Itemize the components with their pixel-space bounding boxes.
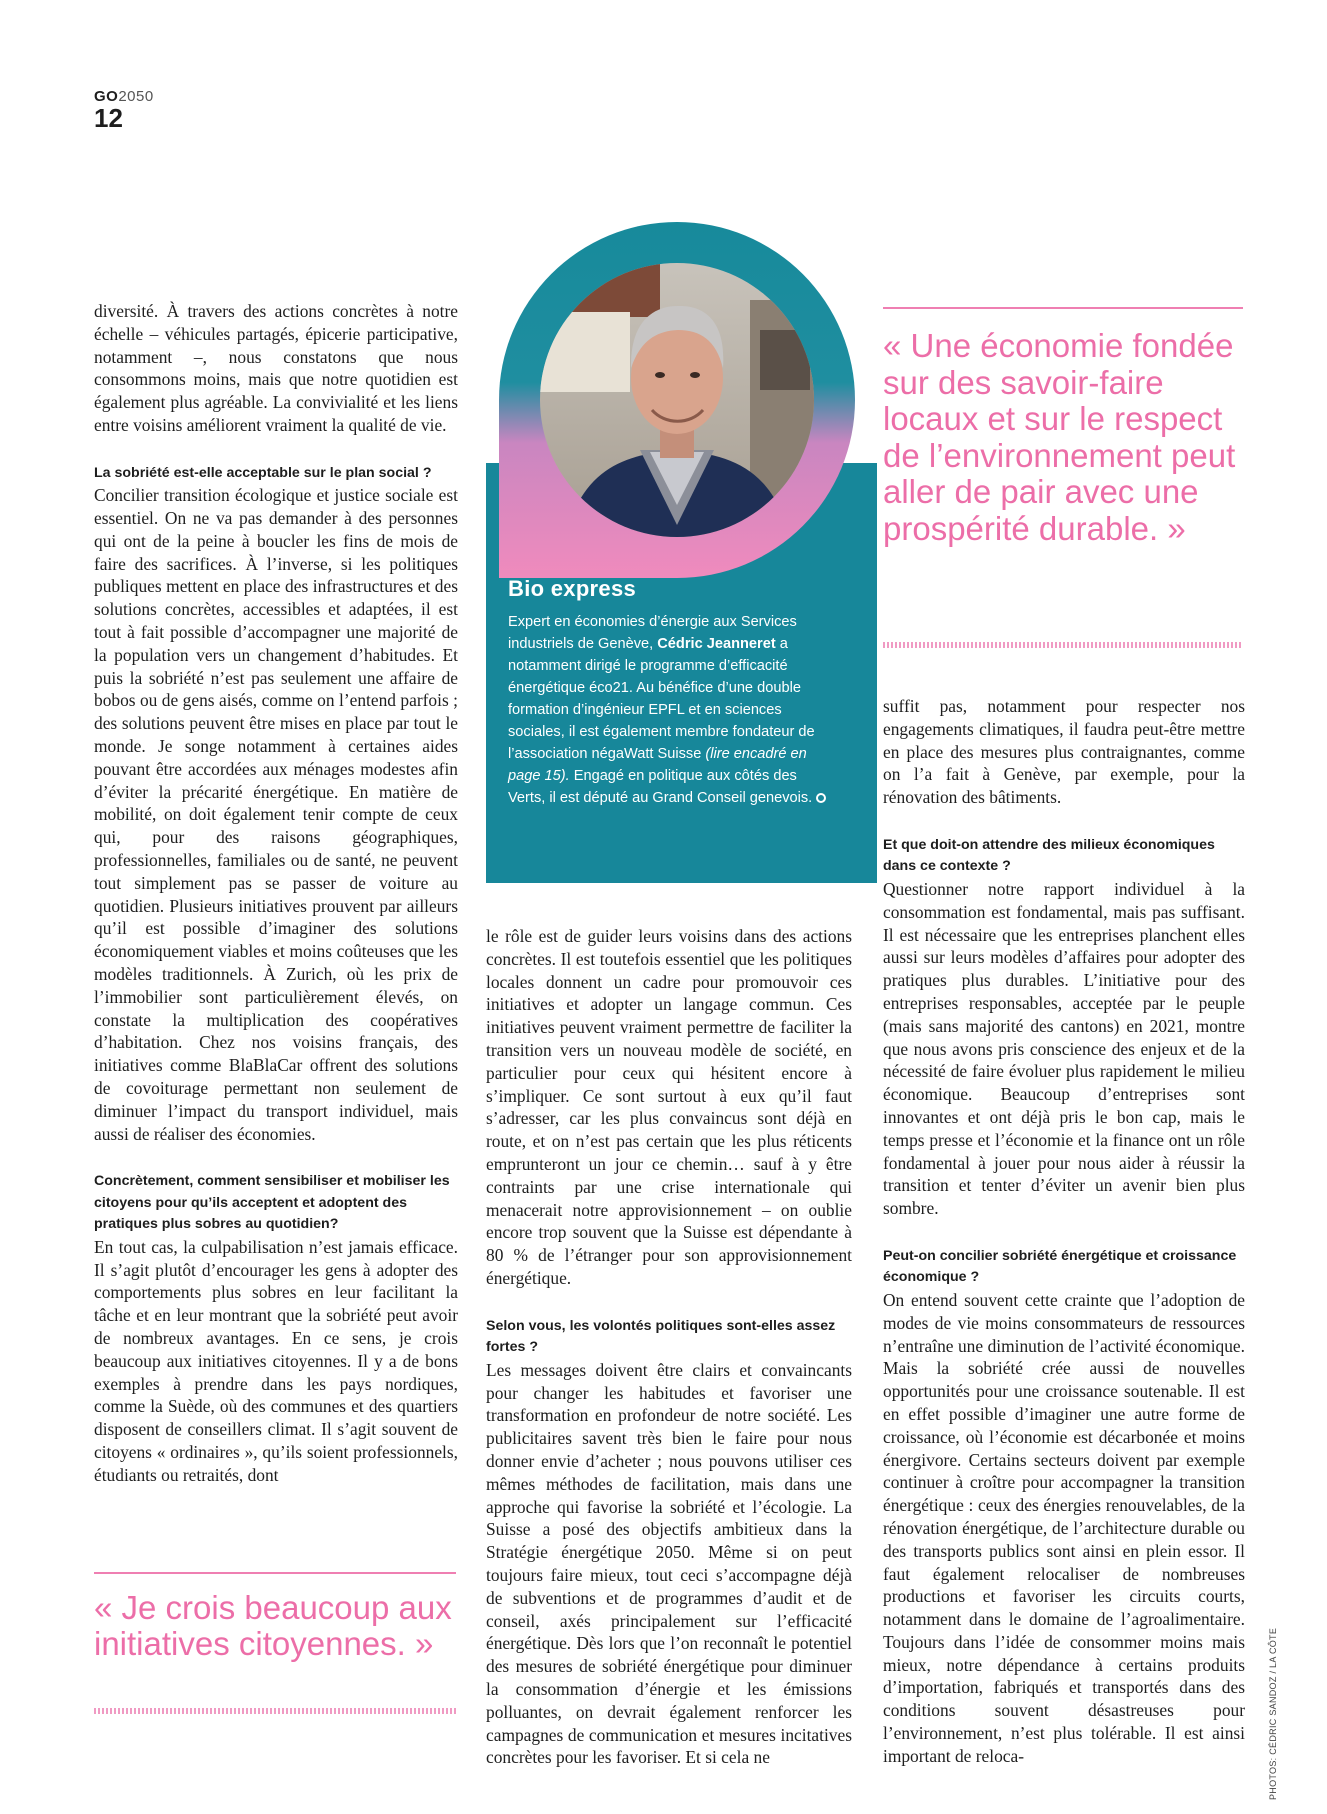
photo-credit: PHOTOS: CÉDRIC SANDOZ / LA CÔTE [1268, 1627, 1278, 1800]
paragraph: le rôle est de guider leurs voisins dans des actions concrètes. Il est toutefois essentiel que les politiques locales donnent un cadre pour promouvoir ces initiatives et adopter un langage commun. Ces initiatives peuvent vraiment permettre de faciliter la transition vers un nouveau modèle de société, en particulier pour ceux qui hésitent encore à s’impliquer. Ce sont surtout à eux qu’il faut s’adresser, car les plus convaincus sont déjà en route, et on n’est pas certain que les plus réticents emprunteront un jour ce chemin… sauf à y être contraints par une crise internationale qui menacerait notre approvisionnement – on oublie encore trop souvent que la Suisse est dépendante à 80 % de l’étranger pour son approvisionnement énergétique. [486, 926, 852, 1288]
pull-quote-left: « Je crois beaucoup aux initiatives citoyennes. » [94, 1589, 452, 1662]
magazine-brand: GO2050 [94, 88, 154, 105]
right-column [883, 695, 1245, 1768]
paragraph: On entend souvent cette crainte que l’adoption de modes de vie moins consommateurs de ressources n’entraîne une diminution de l’activité économique. Mais la sobriété crée aussi de nouvelles opportunités pour une croissance soutenable. Il est en effet possible d’imaginer une autre forme de croissance, où l’économie est décarbonée et moins énergivore. Certains secteurs doivent par exemple continuer à croître pour accompagner la transition énergétique : ceux des énergies renouvelables, de la rénovation énergétique, de l’architecture durable ou des transports publics sont ainsi en plein essor. Il faut également relocaliser de nombreuses productions et favoriser les circuits courts, notamment dans le domaine de l’agroalimentaire. Toujours dans l’idée de consommer moins mais mieux, notre dépendance à certains produits d’importation, fabriqués et transportés dans des conditions souvent désastreuses pour l’environnement, n’est plus tolérable. Il est ainsi important de reloca- [883, 1289, 1245, 1766]
middle-column [486, 925, 852, 1769]
paragraph: diversité. À travers des actions concrètes à notre échelle – véhicules partagés, épicerie participative, notamment –, nous constatons que nous consommons moins, mais que notre quotidien est également plus agréable. La convivialité et les liens entre voisins améliorent vraiment la qualité de vie. [94, 301, 458, 435]
paragraph: suffit pas, notamment pour respecter nos engagements climatiques, il faudra peut-être mettre en place des mesures plus contraignantes, comme on l’a fait à Genève, par exemple, pour la rénovation des bâtiments. [883, 696, 1245, 808]
interview-question: Et que doit-on attendre des milieux économiques dans ce contexte ? [883, 836, 1215, 875]
interview-question: Concrètement, comment sensibiliser et mobiliser les citoyens pour qu’ils acceptent et adoptent des pratiques plus sobres au quotidien? [94, 1173, 450, 1233]
interview-question: Selon vous, les volontés politiques sont-elles assez fortes ? [486, 1317, 836, 1356]
quote-top-rule [883, 307, 1243, 309]
paragraph: Les messages doivent être clairs et convaincants pour changer les habitudes et favoriser une transformation en profondeur de notre société. Les publicitaires savent très bien le faire pour nous donner envie d’acheter ; nous pouvons utiliser ces mêmes méthodes de facilitation, mais dans une approche qui favorise la sobriété et l’écologie. La Suisse a posé des objectifs ambitieux dans la Stratégie énergétique 2050. Même si on peut toujours faire mieux, tout ceci s’accompagne déjà de subventions et de programmes d’audit et de conseil, axés principalement sur l’efficacité énergétique. Dès lors que l’on reconnaît le potentiel des mesures de sobriété énergétique pour diminuer la consommation d’énergie et les émissions polluantes, on devrait également renforcer les campagnes de communication et mesures incitatives concrètes pour les favoriser. Et si cela ne [486, 1359, 852, 1768]
interview-question: Peut-on concilier sobriété énergétique et croissance économique ? [883, 1247, 1237, 1286]
bio-title: Bio express [508, 576, 637, 601]
pull-quote-right: « Une économie fondée sur des savoir-faire locaux et sur le respect de l’environnement peut aller de pair avec une prospérité durable. » [883, 327, 1236, 547]
interview-question: La sobriété est-elle acceptable sur le plan social ? [94, 464, 432, 481]
end-mark-icon [816, 793, 826, 803]
bio-text: Expert en économies d’énergie aux Services industriels de Genève, Cédric Jeanneret a notamment dirigé le programme d’efficacité énergétique éco21. Au bénéfice d’une double formation d’ingénieur EPFL et en sciences sociales, il est également membre fondateur de l’association négaWatt Suisse (lire encadré en page 15). Engagé en politique aux côtés des Verts, il est député au Grand Conseil genevois. [508, 611, 828, 809]
paragraph: Questionner notre rapport individuel à la consommation est fondamental, mais pas suffisant. Il est nécessaire que les entreprises planchent elles aussi sur leurs modèles d’affaires pour adopter des pratiques plus durables. L’initiative pour des entreprises responsables, acceptée par le peuple (mais sans majorité des cantons) en 2021, montre que nous avons pris conscience des enjeux et de la nécessité de faire évoluer plus rapidement le milieu économique. Beaucoup d’entreprises sont innovantes et ont déjà pris le bon cap, mais le temps presse et l’économie et la finance ont un rôle fondamental à jouer pour nous aider à réussir la transition et tenter d’éviter un avenir bien plus sombre. [883, 878, 1245, 1219]
paragraph: Concilier transition écologique et justice sociale est essentiel. On ne va pas demander à des personnes qui ont de la peine à boucler les fins de mois de faire des sacrifices. À l’inverse, si les politiques publiques mettent en place des infrastructures et des solutions concrètes, accessibles et adaptées, il est tout à fait possible d’accompagner une majorité de la population vers un changement d’habitudes. Et puis la sobriété n’est pas seulement une affaire de bobos ou de gens aisés, comme on l’entend parfois ; des solutions peuvent être mises en place par tout le monde. Je songe notamment à certaines aides pouvant être accordées aux ménages modestes afin d’éviter la précarité énergétique. En matière de mobilité, on doit également tenir compte de ceux qui, pour des raisons géographiques, professionnelles, familiales ou de santé, ne peuvent tout simplement pas se passer de voiture au quotidien. Plusieurs initiatives prouvent par ailleurs qu’il est possible d’imaginer des solutions économiquement viables et moins coûteuses que les modèles traditionnels. À Zurich, où les prix de l’immobilier sont particulièrement élevés, on constate la multiplication des coopératives d’habitation. Chez nos voisins français, des initiatives comme BlaBlaCar offrent des solutions de covoiturage permettant non seulement de diminuer l’impact du transport individuel, mais aussi de réaliser des économies. [94, 485, 458, 1144]
paragraph: En tout cas, la culpabilisation n’est jamais efficace. Il s’agit plutôt d’encourager les gens à adopter des comportements plus sobres en leur facilitant la tâche et en leur montrant que la sobriété peut avoir de nombreux avantages. En ce sens, je crois beaucoup aux initiatives citoyennes. Il y a de bons exemples à prendre dans les pays nordiques, comme la Suède, où des communes et des quartiers disposent de conseillers climat. Il s’agit souvent de citoyens « ordinaires », qu’ils soient professionnels, étudiants ou retraités, dont [94, 1236, 458, 1485]
page-number: 12 [94, 103, 123, 133]
quote-dotted-rule [883, 642, 1243, 648]
bio-person-name: Cédric Jeanneret [657, 636, 776, 652]
